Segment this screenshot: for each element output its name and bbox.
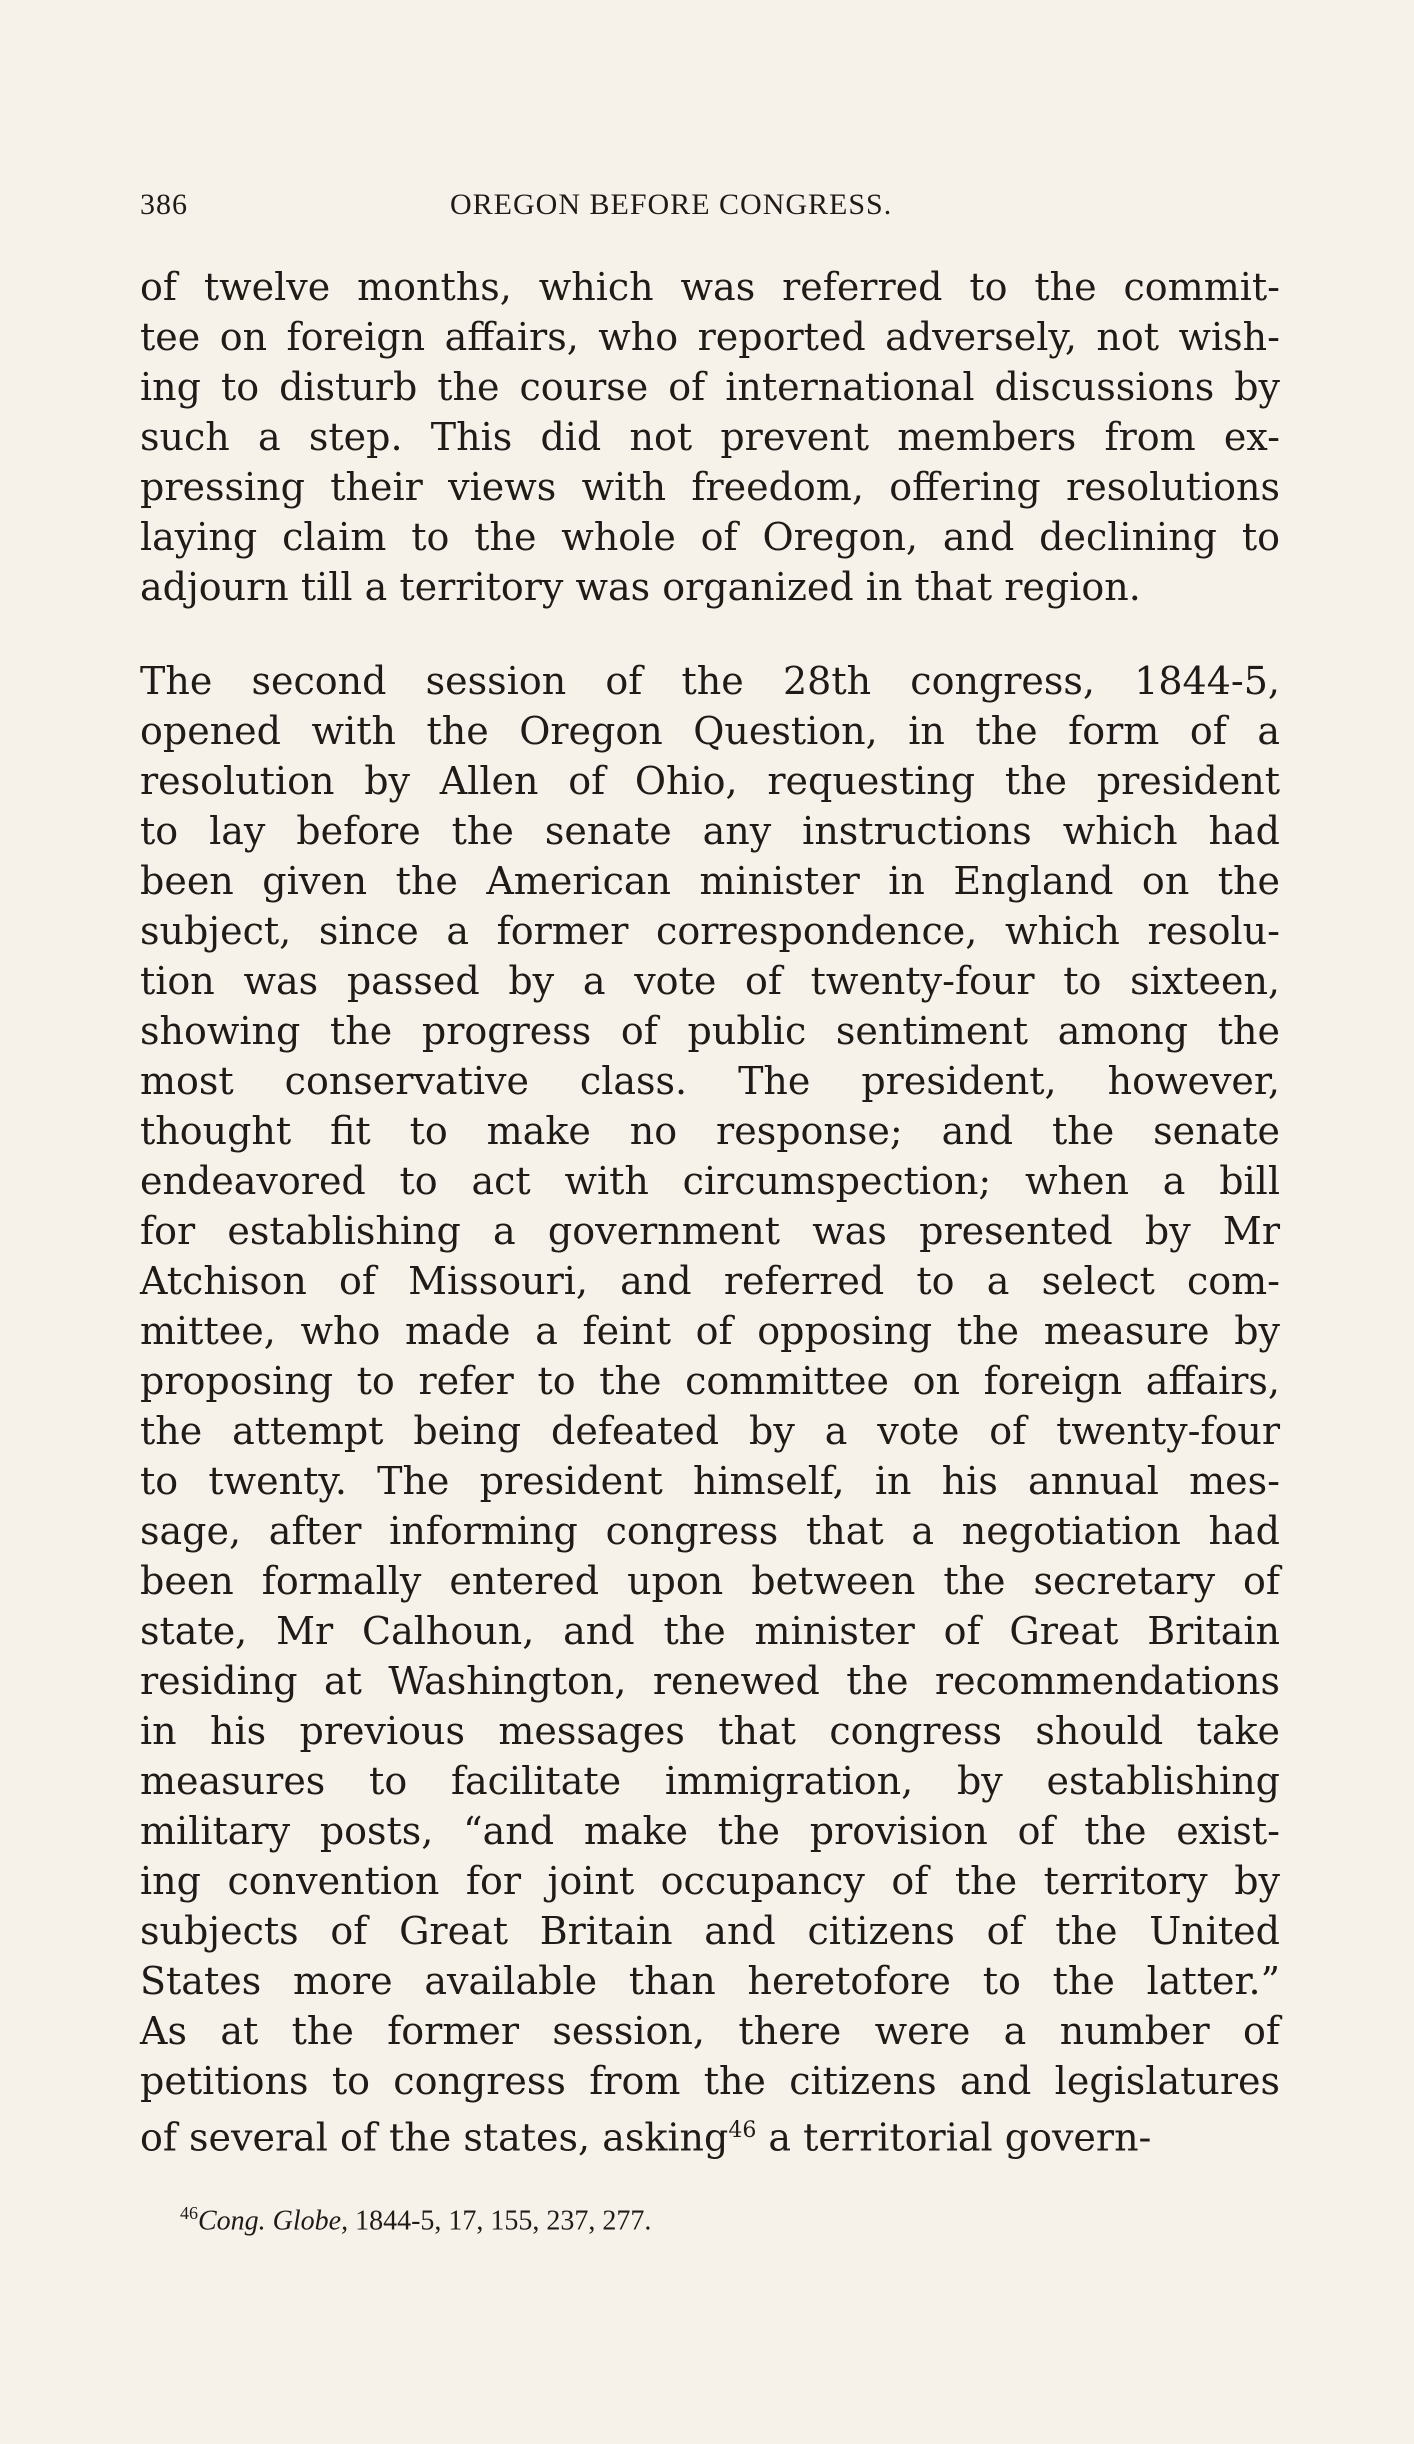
- text-line: to twenty. The president himself, in his annual mes-: [140, 1459, 1280, 1503]
- footnote-marker: 46: [180, 2203, 198, 2223]
- text-line: in his previous messages that congress should take: [140, 1709, 1280, 1753]
- text-line: mittee, who made a feint of opposing the measure by: [140, 1309, 1280, 1353]
- running-title: OREGON BEFORE CONGRESS.: [450, 188, 893, 221]
- text-line: measures to facilitate immigration, by establishing: [140, 1759, 1280, 1803]
- paragraph-spacing: [140, 612, 1280, 656]
- footnote-details: 1844-5, 17, 155, 237, 277.: [348, 2205, 652, 2237]
- text-line: tion was passed by a vote of twenty-four to sixteen,: [140, 959, 1280, 1003]
- text-line: for establishing a government was presented by Mr: [140, 1209, 1280, 1253]
- page-number: 386: [140, 188, 188, 221]
- text-line: States more available than heretofore to the latter.”: [140, 1959, 1280, 2003]
- text-line: opened with the Oregon Question, in the form of a: [140, 709, 1280, 753]
- text-line: thought fit to make no response; and the senate: [140, 1109, 1280, 1153]
- body-text: [140, 262, 1280, 2160]
- text-line: proposing to refer to the committee on foreign affairs,: [140, 1359, 1280, 1403]
- text-line: pressing their views with freedom, offering resolutions: [140, 465, 1280, 509]
- text-line: showing the progress of public sentiment among the: [140, 1009, 1280, 1053]
- text-line: As at the former session, there were a number of: [140, 2009, 1280, 2053]
- text-line: Atchison of Missouri, and referred to a select com-: [140, 1259, 1280, 1303]
- footnote-reference-trailing-text: a territorial govern-: [756, 2115, 1152, 2160]
- paragraph: [140, 262, 1280, 612]
- text-line: most conservative class. The president, however,: [140, 1059, 1280, 1103]
- text-line: of twelve months, which was referred to the commit-: [140, 265, 1280, 309]
- text-line: such a step. This did not prevent members from ex-: [140, 415, 1280, 459]
- text-line: adjourn till a territory was organized in that region.: [140, 565, 1141, 609]
- text-line: endeavored to act with circumspection; when a bill: [140, 1159, 1280, 1203]
- paragraph: [140, 656, 1280, 2106]
- text-line: sage, after informing congress that a negotiation had: [140, 1509, 1280, 1553]
- text-line: residing at Washington, renewed the recommendations: [140, 1659, 1280, 1703]
- text-line: been formally entered upon between the secretary of: [140, 1559, 1280, 1603]
- text-line: the attempt being defeated by a vote of twenty-four: [140, 1409, 1280, 1453]
- footnote-source: Cong. Globe,: [198, 2205, 349, 2237]
- text-line: ing convention for joint occupancy of the territory by: [140, 1859, 1280, 1903]
- text-line: military posts, “and make the provision of the exist-: [140, 1809, 1280, 1853]
- footnote-reference-lead-text: of several of the states, asking: [140, 2115, 729, 2160]
- text-line: The second session of the 28th congress, 1844-5,: [140, 659, 1280, 703]
- text-line: petitions to congress from the citizens and legislatures: [140, 2059, 1280, 2103]
- footnote: [180, 2195, 651, 2239]
- text-line: state, Mr Calhoun, and the minister of Great Britain: [140, 1609, 1280, 1653]
- text-line: subject, since a former correspondence, which resolu-: [140, 909, 1280, 953]
- running-head: [140, 180, 1280, 230]
- footnote-reference-marker: 46: [728, 2118, 757, 2143]
- text-line: subjects of Great Britain and citizens of the United: [140, 1909, 1280, 1953]
- text-line: tee on foreign affairs, who reported adversely, not wish-: [140, 315, 1280, 359]
- text-line: to lay before the senate any instructions which had: [140, 809, 1280, 853]
- text-line: been given the American minister in England on the: [140, 859, 1280, 903]
- text-line: ing to disturb the course of international discussions by: [140, 365, 1280, 409]
- text-line: [140, 2106, 1280, 2160]
- text-line: resolution by Allen of Ohio, requesting the president: [140, 759, 1280, 803]
- text-line: laying claim to the whole of Oregon, and declining to: [140, 515, 1280, 559]
